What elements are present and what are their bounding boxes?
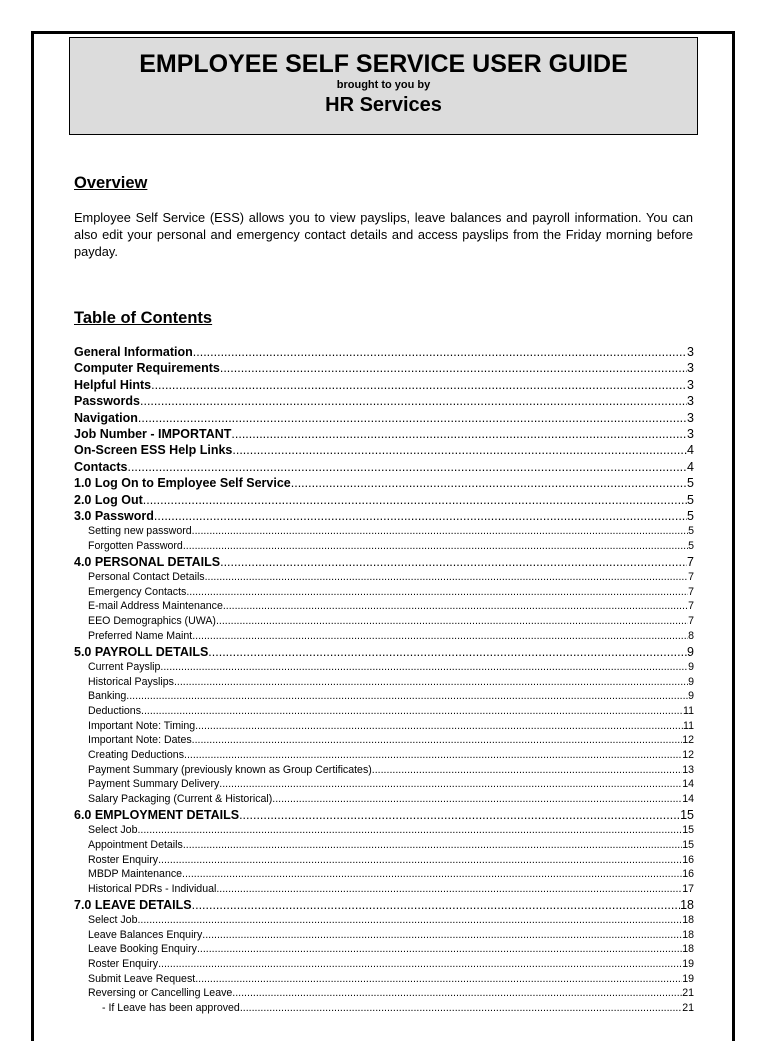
toc-entry-label: Leave Balances Enquiry bbox=[88, 928, 203, 941]
toc-entry-label: 1.0 Log On to Employee Self Service bbox=[74, 476, 291, 491]
toc-leader-dots bbox=[141, 704, 683, 719]
toc-entry[interactable] bbox=[74, 867, 694, 882]
toc-entry[interactable] bbox=[74, 748, 694, 763]
toc-entry[interactable] bbox=[74, 675, 694, 690]
toc-entry-page: 3 bbox=[687, 345, 694, 359]
toc-entry-page: 18 bbox=[682, 928, 694, 941]
toc-entry-page: 4 bbox=[687, 443, 694, 458]
toc-leader-dots bbox=[239, 807, 680, 823]
toc-leader-dots bbox=[220, 554, 687, 570]
toc-entry[interactable] bbox=[74, 393, 694, 409]
toc-entry-label: Deductions bbox=[88, 704, 141, 717]
toc-entry-page: 9 bbox=[687, 644, 694, 659]
toc-entry[interactable] bbox=[74, 913, 694, 928]
toc-entry[interactable] bbox=[74, 377, 694, 393]
toc-entry-label: Banking bbox=[88, 690, 127, 703]
toc-entry-page: 12 bbox=[682, 734, 694, 747]
toc-entry[interactable] bbox=[74, 492, 694, 508]
toc-entry-page: 3 bbox=[687, 377, 694, 392]
toc-leader-dots bbox=[193, 344, 687, 360]
toc-entry[interactable] bbox=[74, 807, 694, 823]
toc-entry-label: Salary Packaging (Current & Historical) bbox=[88, 793, 273, 806]
toc-leader-dots bbox=[272, 792, 682, 807]
toc-entry-page: 18 bbox=[682, 943, 694, 956]
toc-entry-page: 16 bbox=[682, 853, 694, 866]
toc-entry[interactable] bbox=[74, 942, 694, 957]
toc-entry-page: 8 bbox=[688, 629, 694, 642]
toc-entry[interactable] bbox=[74, 524, 694, 539]
toc-entry[interactable] bbox=[74, 660, 694, 675]
toc-entry-label: Roster Enquiry bbox=[88, 853, 159, 866]
toc-leader-dots bbox=[219, 777, 682, 792]
toc-entry-label: Computer Requirements bbox=[74, 361, 220, 376]
toc-entry[interactable] bbox=[74, 928, 694, 943]
toc-entry-page: 9 bbox=[688, 675, 694, 688]
toc-entry-label: 4.0 PERSONAL DETAILS bbox=[74, 554, 221, 569]
toc-entry-label: 6.0 EMPLOYMENT DETAILS bbox=[74, 807, 240, 822]
toc-entry-page: 3 bbox=[687, 394, 694, 409]
toc-entry-label: Passwords bbox=[74, 394, 141, 409]
toc-entry-label: Helpful Hints bbox=[74, 377, 152, 392]
toc-entry[interactable] bbox=[74, 508, 694, 524]
toc-entry-label: Reversing or Cancelling Leave bbox=[88, 987, 233, 1000]
overview-paragraph: Employee Self Service (ESS) allows you to view payslips, leave balances and payroll information. You can also edit your personal and emergency contact details and access payslips from the Friday morning before payday. bbox=[74, 210, 693, 259]
toc-entry[interactable] bbox=[74, 777, 694, 792]
toc-entry-label: Select Job bbox=[88, 824, 138, 837]
toc-leader-dots bbox=[158, 853, 682, 868]
toc-entry-page: 19 bbox=[682, 972, 694, 985]
toc-entry-page: 4 bbox=[687, 459, 694, 474]
toc-entry-page: 3 bbox=[687, 361, 694, 376]
toc-entry[interactable] bbox=[74, 853, 694, 868]
toc-entry-label: Payment Summary (previously known as Group Certificates) bbox=[88, 763, 372, 776]
toc-leader-dots bbox=[208, 644, 687, 660]
toc-entry[interactable] bbox=[74, 585, 694, 600]
toc-leader-dots bbox=[127, 459, 687, 475]
title-banner bbox=[69, 37, 698, 135]
toc-entry-label: Forgotten Password bbox=[88, 539, 183, 552]
toc-entry[interactable] bbox=[74, 644, 694, 660]
toc-entry[interactable] bbox=[74, 733, 694, 748]
toc-entry[interactable] bbox=[74, 599, 694, 614]
toc-entry[interactable] bbox=[74, 719, 694, 734]
toc-leader-dots bbox=[183, 539, 688, 554]
toc-entry-label: EEO Demographics (UWA) bbox=[88, 615, 216, 628]
toc-entry-label: Select Job bbox=[88, 913, 138, 926]
toc-leader-dots bbox=[192, 524, 688, 539]
toc-entry-page: 17 bbox=[682, 882, 694, 895]
toc-entry[interactable] bbox=[74, 614, 694, 629]
toc-entry-label: Current Payslip bbox=[88, 660, 161, 673]
toc-entry[interactable] bbox=[74, 689, 694, 704]
toc-entry[interactable] bbox=[74, 360, 694, 376]
document-title: EMPLOYEE SELF SERVICE USER GUIDE bbox=[139, 50, 628, 78]
toc-leader-dots bbox=[154, 508, 687, 524]
toc-entry[interactable] bbox=[74, 823, 694, 838]
toc-entry-label: Setting new password bbox=[88, 525, 192, 538]
toc-entry-page: 18 bbox=[680, 897, 694, 912]
toc-leader-dots bbox=[140, 393, 687, 409]
toc-leader-dots bbox=[240, 1001, 682, 1016]
toc-entry-page: 5 bbox=[688, 539, 694, 552]
toc-leader-dots bbox=[216, 882, 682, 897]
toc-leader-dots bbox=[216, 614, 688, 629]
toc-entry[interactable] bbox=[74, 957, 694, 972]
toc-entry[interactable] bbox=[74, 763, 694, 778]
toc-entry[interactable] bbox=[74, 838, 694, 853]
toc-leader-dots bbox=[205, 570, 689, 585]
toc-entry-page: 13 bbox=[682, 763, 694, 776]
toc-leader-dots bbox=[174, 675, 688, 690]
toc-entry-label: Creating Deductions bbox=[88, 749, 184, 762]
toc-entry-label: 5.0 PAYROLL DETAILS bbox=[74, 644, 209, 659]
table-of-contents bbox=[74, 344, 694, 1016]
toc-leader-dots bbox=[195, 629, 688, 644]
toc-entry-page: 5 bbox=[687, 492, 694, 507]
toc-entry-page: 7 bbox=[688, 571, 694, 584]
toc-entry-page: 3 bbox=[687, 426, 694, 441]
toc-entry-label: E-mail Address Maintenance bbox=[88, 600, 223, 613]
toc-leader-dots bbox=[137, 913, 682, 928]
toc-entry-page: 7 bbox=[688, 600, 694, 613]
toc-entry[interactable] bbox=[74, 554, 694, 570]
toc-entry-page: 14 bbox=[682, 793, 694, 806]
toc-leader-dots bbox=[220, 360, 687, 376]
toc-entry[interactable] bbox=[74, 1001, 694, 1016]
toc-leader-dots bbox=[372, 763, 682, 778]
toc-entry-label: Payment Summary Delivery bbox=[88, 778, 220, 791]
toc-entry-page: 19 bbox=[682, 958, 694, 971]
toc-entry-label: Roster Enquiry bbox=[88, 958, 159, 971]
toc-entry-page: 16 bbox=[682, 868, 694, 881]
toc-entry[interactable] bbox=[74, 539, 694, 554]
toc-entry[interactable] bbox=[74, 442, 694, 458]
toc-entry-page: 11 bbox=[683, 719, 694, 732]
toc-entry[interactable] bbox=[74, 475, 694, 491]
toc-entry-label: - If Leave has been approved bbox=[102, 1002, 240, 1015]
toc-leader-dots bbox=[195, 719, 683, 734]
toc-entry[interactable] bbox=[74, 629, 694, 644]
toc-entry-page: 11 bbox=[683, 704, 694, 717]
toc-leader-dots bbox=[192, 733, 683, 748]
toc-leader-dots bbox=[223, 599, 688, 614]
toc-entry-label: Submit Leave Request bbox=[88, 972, 196, 985]
toc-entry-page: 7 bbox=[688, 615, 694, 628]
document-subtitle: brought to you by bbox=[336, 79, 431, 91]
toc-leader-dots bbox=[160, 660, 688, 675]
toc-entry[interactable] bbox=[74, 426, 694, 442]
toc-entry-label: Navigation bbox=[74, 410, 138, 425]
toc-entry-label: 2.0 Log Out bbox=[74, 492, 143, 507]
toc-entry[interactable] bbox=[74, 897, 694, 913]
toc-entry-page: 3 bbox=[687, 410, 694, 425]
toc-entry[interactable] bbox=[74, 972, 694, 987]
toc-entry[interactable] bbox=[74, 704, 694, 719]
toc-leader-dots bbox=[186, 585, 688, 600]
toc-leader-dots bbox=[291, 475, 687, 491]
toc-entry[interactable] bbox=[74, 344, 694, 360]
toc-entry-label: Historical Payslips bbox=[88, 675, 174, 688]
toc-entry-page: 5 bbox=[687, 476, 694, 491]
toc-entry-label: 3.0 Password bbox=[74, 508, 154, 523]
organization-name: HR Services bbox=[325, 94, 442, 116]
toc-entry-page: 21 bbox=[682, 987, 694, 1000]
toc-entry-page: 15 bbox=[682, 838, 694, 851]
toc-entry-page: 12 bbox=[682, 749, 694, 762]
toc-entry[interactable] bbox=[74, 459, 694, 475]
toc-entry-page: 5 bbox=[687, 508, 694, 523]
overview-heading: Overview bbox=[74, 174, 148, 192]
toc-entry-label: Personal Contact Details bbox=[88, 571, 205, 584]
toc-leader-dots bbox=[183, 838, 682, 853]
toc-leader-dots bbox=[182, 867, 682, 882]
toc-leader-dots bbox=[232, 442, 687, 458]
toc-leader-dots bbox=[232, 986, 682, 1001]
toc-entry[interactable] bbox=[74, 882, 694, 897]
toc-entry[interactable] bbox=[74, 570, 694, 585]
toc-leader-dots bbox=[138, 410, 687, 426]
toc-leader-dots bbox=[143, 492, 687, 508]
toc-entry-label: Important Note: Dates bbox=[88, 734, 192, 747]
toc-entry-label: Appointment Details bbox=[88, 838, 183, 851]
toc-leader-dots bbox=[158, 957, 682, 972]
toc-leader-dots bbox=[137, 823, 682, 838]
toc-entry-page: 15 bbox=[682, 824, 694, 837]
toc-leader-dots bbox=[231, 426, 687, 442]
toc-entry-page: 7 bbox=[688, 585, 694, 598]
toc-entry-label: Historical PDRs - Individual bbox=[88, 882, 217, 895]
toc-entry-label: Leave Booking Enquiry bbox=[88, 943, 197, 956]
toc-entry[interactable] bbox=[74, 410, 694, 426]
toc-leader-dots bbox=[151, 377, 687, 393]
toc-leader-dots bbox=[126, 689, 688, 704]
toc-entry-label: 7.0 LEAVE DETAILS bbox=[74, 897, 192, 912]
toc-entry-label: Emergency Contacts bbox=[88, 585, 187, 598]
toc-entry-label: Contacts bbox=[74, 459, 128, 474]
toc-entry-label: Preferred Name Maint. bbox=[88, 629, 196, 642]
toc-leader-dots bbox=[184, 748, 682, 763]
toc-entry[interactable] bbox=[74, 792, 694, 807]
toc-leader-dots bbox=[195, 972, 682, 987]
toc-entry-label: Job Number - IMPORTANT bbox=[74, 426, 232, 441]
toc-entry-page: 5 bbox=[688, 525, 694, 538]
toc-entry-label: Important Note: Timing bbox=[88, 719, 196, 732]
toc-entry-page: 14 bbox=[682, 778, 694, 791]
toc-entry-page: 15 bbox=[680, 807, 694, 822]
toc-entry-label: General Information bbox=[74, 345, 193, 359]
toc-entry[interactable] bbox=[74, 986, 694, 1001]
toc-entry-label: On-Screen ESS Help Links bbox=[74, 443, 233, 458]
toc-leader-dots bbox=[197, 942, 682, 957]
toc-entry-page: 18 bbox=[682, 913, 694, 926]
toc-entry-page: 9 bbox=[688, 660, 694, 673]
toc-entry-page: 9 bbox=[688, 690, 694, 703]
toc-entry-page: 7 bbox=[687, 554, 694, 569]
toc-leader-dots bbox=[202, 928, 682, 943]
toc-entry-page: 21 bbox=[682, 1002, 694, 1015]
toc-entry-label: MBDP Maintenance bbox=[88, 868, 183, 881]
toc-heading: Table of Contents bbox=[74, 309, 213, 327]
toc-leader-dots bbox=[192, 897, 680, 913]
